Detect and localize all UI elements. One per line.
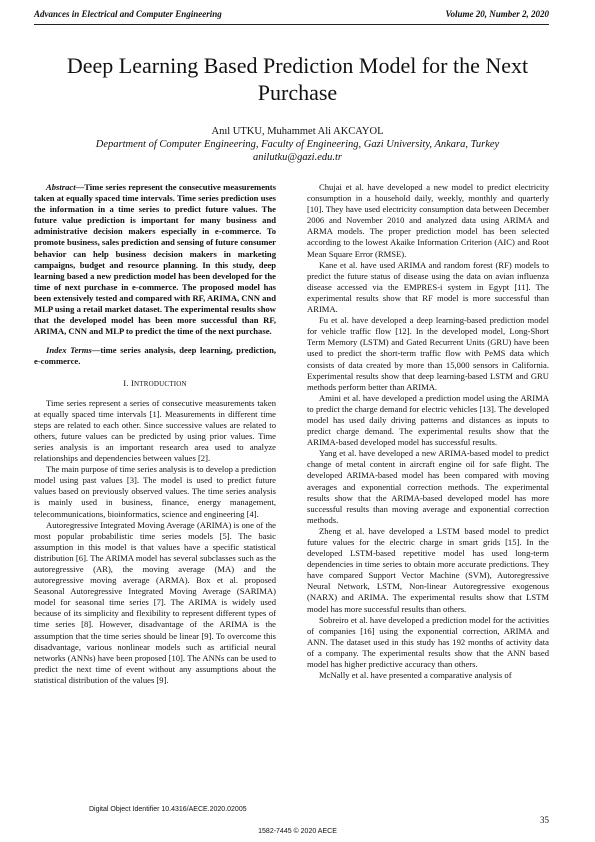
journal-name: Advances in Electrical and Computer Engineering [34,9,222,19]
body-paragraph: McNally et al. have presented a comparative analysis of [319,670,512,681]
section-heading [34,378,276,390]
body-paragraph: The main purpose of time series analysis is to develop a prediction model using past values [3]. The model is used to predict future values based on previously observed values. The time series analysis is mainly used in business, finance, energy management, telecommunications, bioinformatics, science and engineering [4]. [34,464,276,519]
author-email: anilutku@gazi.edu.tr [253,152,342,163]
doi: Digital Object Identifier 10.4316/AECE.2020.02005 [89,806,247,813]
issn-copyright: 1582-7445 © 2020 AECE [258,828,337,835]
section-number: I. [123,377,131,388]
index-terms-lead: Index Terms [46,345,92,356]
body-paragraph: Fu et al. have developed a deep learning-based prediction model for vehicle traffic flow [12]. In the developed model, Long-Short Term Memory (LSTM) and Gated Recurrent Units (GRU) have been used to predict the short-term traffic flow with PeMS data which consists of data created by more than 15,000 sensors in California. Experimental results show that deep learning-based LSTM and GRU methods perform better than ARIMA. [307,315,549,392]
abstract-lead: Abstract [46,182,76,192]
body-paragraph: Sobreiro et al. have developed a prediction model for the activities of companies [16] using the exponential correction, ARIMA and ANN. The dataset used in this study has 192 months of activity data of a company. The experimental results show that the ANN based model has higher predictive accuracy than others. [307,614,549,670]
right-column [307,182,549,681]
body-paragraph: Zheng et al. have developed a LSTM based model to predict future values for the electric charge in smart grids [15]. In the developed LSTM-based repetitive model has used long-term dependencies in time series to obtain more accurate predictions. They have compared Support Vector Machine (SVM), Autoregressive Neural Network, LSTM, Non-linear Autoregressive exogenous (NARX) and ARIMA. The experimental results show that LSTM model has more successful results than others. [307,525,549,614]
left-column [34,182,276,686]
body-paragraph: Time series represent a series of consecutive measurements taken at equally spaced time intervals [1]. Measurements in different time steps are related to each other. Since successive values are related to others, future values can be predicted by using prior values. Time series analysis is an important research area used to analyze relationships and dependencies between values [2]. [34,397,276,464]
index-terms [34,345,276,367]
paper-title: Deep Learning Based Prediction Model for the Next Purchase [66,53,529,105]
section-title-initial: I [130,377,135,388]
volume-info: Volume 20, Number 2, 2020 [445,9,549,19]
header-rule [34,24,549,25]
body-paragraph: Amini et al. have developed a prediction model using the ARIMA to predict the charge demand for electric vehicles [13]. The developed model has used daily driving patterns and distances as inputs to predict charge demand. The experimental results show that the ARIMA-based developed model has successful results. [307,392,549,448]
section-title-rest: NTRODUCTION [134,379,187,388]
author-affiliation: Department of Computer Engineering, Faculty of Engineering, Gazi University, Ankara, Turkey [95,139,500,150]
abstract-text: —Time series represent the consecutive measurements taken at equally spaced time intervals. Time series prediction uses the information in a time series to predict future values. The future value prediction is important for many business and administrative decision makers especially in e-commerce. To promote business, sales prediction and sensing of future consumer behavior can help business decision makers in marketing campaigns, budget and resource planning. In this study, deep learning based a new prediction model has been developed for the time of next purchase in e-commerce. The proposed model has been extensively tested and compared with RF, ARIMA, CNN and MLP using a retail market dataset. The experimental results show that the developed model has been more successful than RF, ARIMA, CNN and MLP to predict the time of the next purchase. [34,182,276,337]
paper-authors: Anıl UTKU, Muhammet Ali AKCAYOL [211,126,384,137]
page-number: 35 [540,815,549,825]
index-terms-text: —time series analysis, deep learning, prediction, e-commerce. [34,345,276,367]
abstract [34,182,276,337]
body-paragraph: Yang et al. have developed a new ARIMA-based model to predict change of metal content in aircraft engine oil for safe flight. The developed ARIMA-based model has been compared with moving averages and exponential correction methods. The experimental results show that the ARIMA-based developed model has more successful results than moving average and exponential correction methods. [307,448,549,525]
body-paragraph: Autoregressive Integrated Moving Average (ARIMA) is one of the most popular probabilistic time series models [5]. The basic assumption in this model is that values have a specific statistical distribution [6]. The ARIMA model has several subclasses such as the autoregressive (AR), the moving average (MA) and the autoregressive moving average (ARMA). Box et al. proposed Seasonal Autoregressive Integrated Moving Average (SARIMA) model for seasonal time series [7]. The ARIMA is widely used because of its simplicity and flexibility to represent different types of time series [8]. However, disadvantage of the ARIMA is the assumption that the time series should be linear [9]. To overcome this disadvantage, various nonlinear models such as artificial neural networks (ANNs) have been proposed [10]. The ANNs can be used to predict the next time of event without any assumptions about the statistical distribution of the values [9]. [34,519,276,685]
body-paragraph: Kane et al. have used ARIMA and random forest (RF) models to predict the future status of disease using the data on avian influenza disease accessed via the EMPRES-i system in Egypt [11]. The experimental results show that RF model is more successful than ARIMA. [307,259,549,315]
body-paragraph: Chujai et al. have developed a new model to predict electricity consumption in a household daily, weekly, monthly and quarterly [10]. They have used electricity consumption data between December 2006 and November 2010 and analyzed data using ARIMA and ARMA models. The proper prediction model has been selected according to the lowest Akaike Information Criterion (AIC) and Root Mean Square Error (RMSE). [307,182,549,259]
